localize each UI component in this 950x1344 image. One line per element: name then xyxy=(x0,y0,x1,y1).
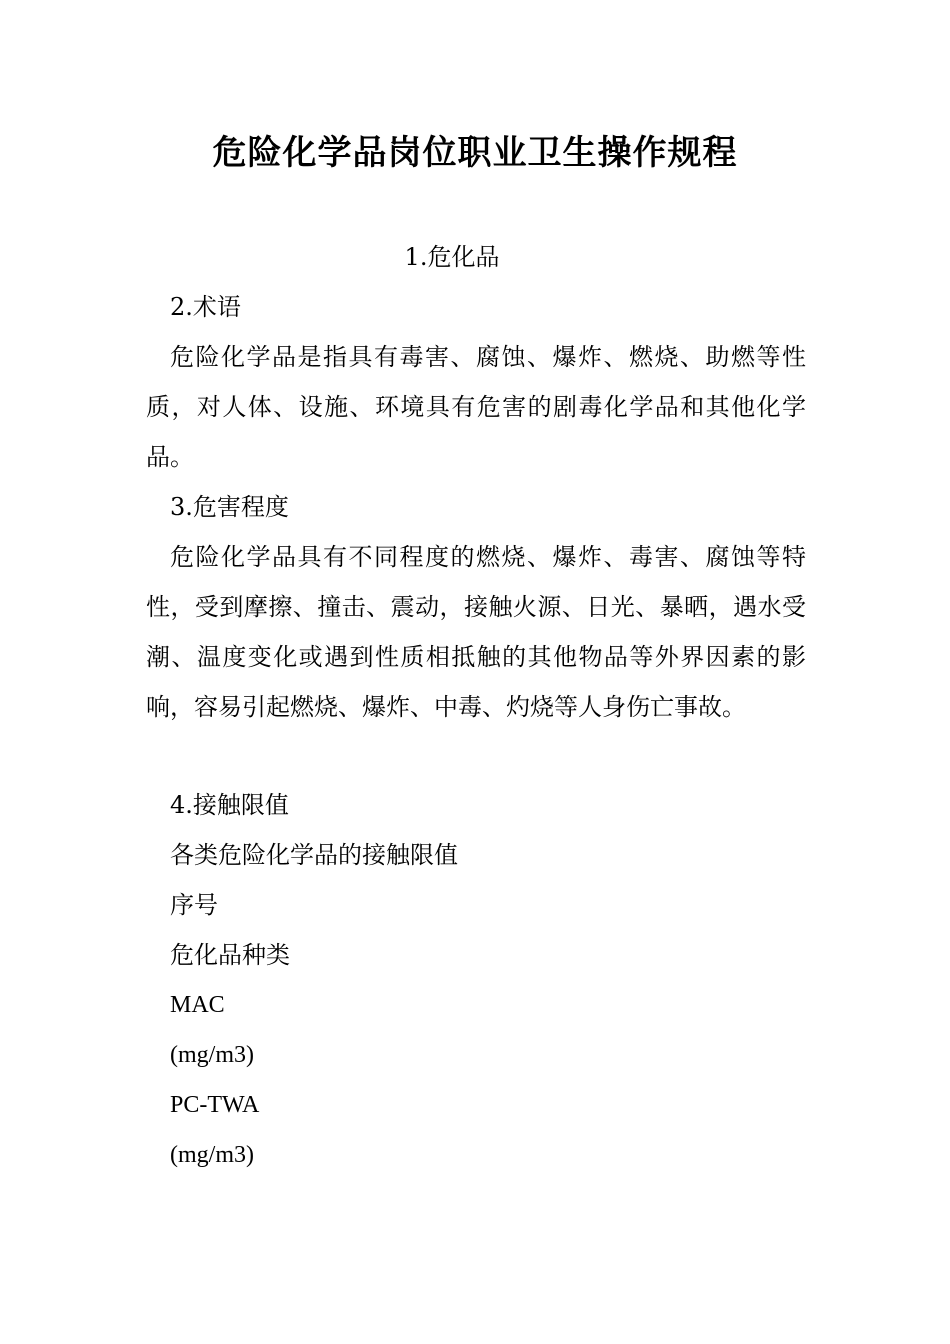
table-header-pctwa: PC-TWA xyxy=(170,1092,260,1118)
section-body-2: 危险化学品是指具有毒害、腐蚀、爆炸、燃烧、助燃等性质，对人体、设施、环境具有危害的剧毒化学品和其他化学品。 xyxy=(146,343,806,471)
section-body-3: 危险化学品具有不同程度的燃烧、爆炸、毒害、腐蚀等特性，受到摩擦、撞击、震动，接触火源、日光、暴晒，遇水受潮、温度变化或遇到性质相抵触的其他物品等外界因素的影响，容易引起燃烧、爆炸、中毒、灼烧等人身伤亡事故。 xyxy=(146,543,806,721)
table-header-no: 序号 xyxy=(170,891,218,919)
table-header-mac-unit: (mg/m3) xyxy=(170,1042,254,1068)
section-heading-4: 4.接触限值 xyxy=(170,791,289,819)
table-header-mac: MAC xyxy=(170,992,225,1018)
section-heading-2: 2.术语 xyxy=(170,293,241,321)
section-heading-3: 3.危害程度 xyxy=(170,493,289,521)
table-caption: 各类危险化学品的接触限值 xyxy=(170,841,458,869)
section-heading-1: 1.危化品 xyxy=(404,243,500,271)
table-header-type: 危化品种类 xyxy=(170,941,290,969)
table-header-pctwa-unit: (mg/m3) xyxy=(170,1142,254,1168)
document-title: 危险化学品岗位职业卫生操作规程 xyxy=(212,133,738,173)
